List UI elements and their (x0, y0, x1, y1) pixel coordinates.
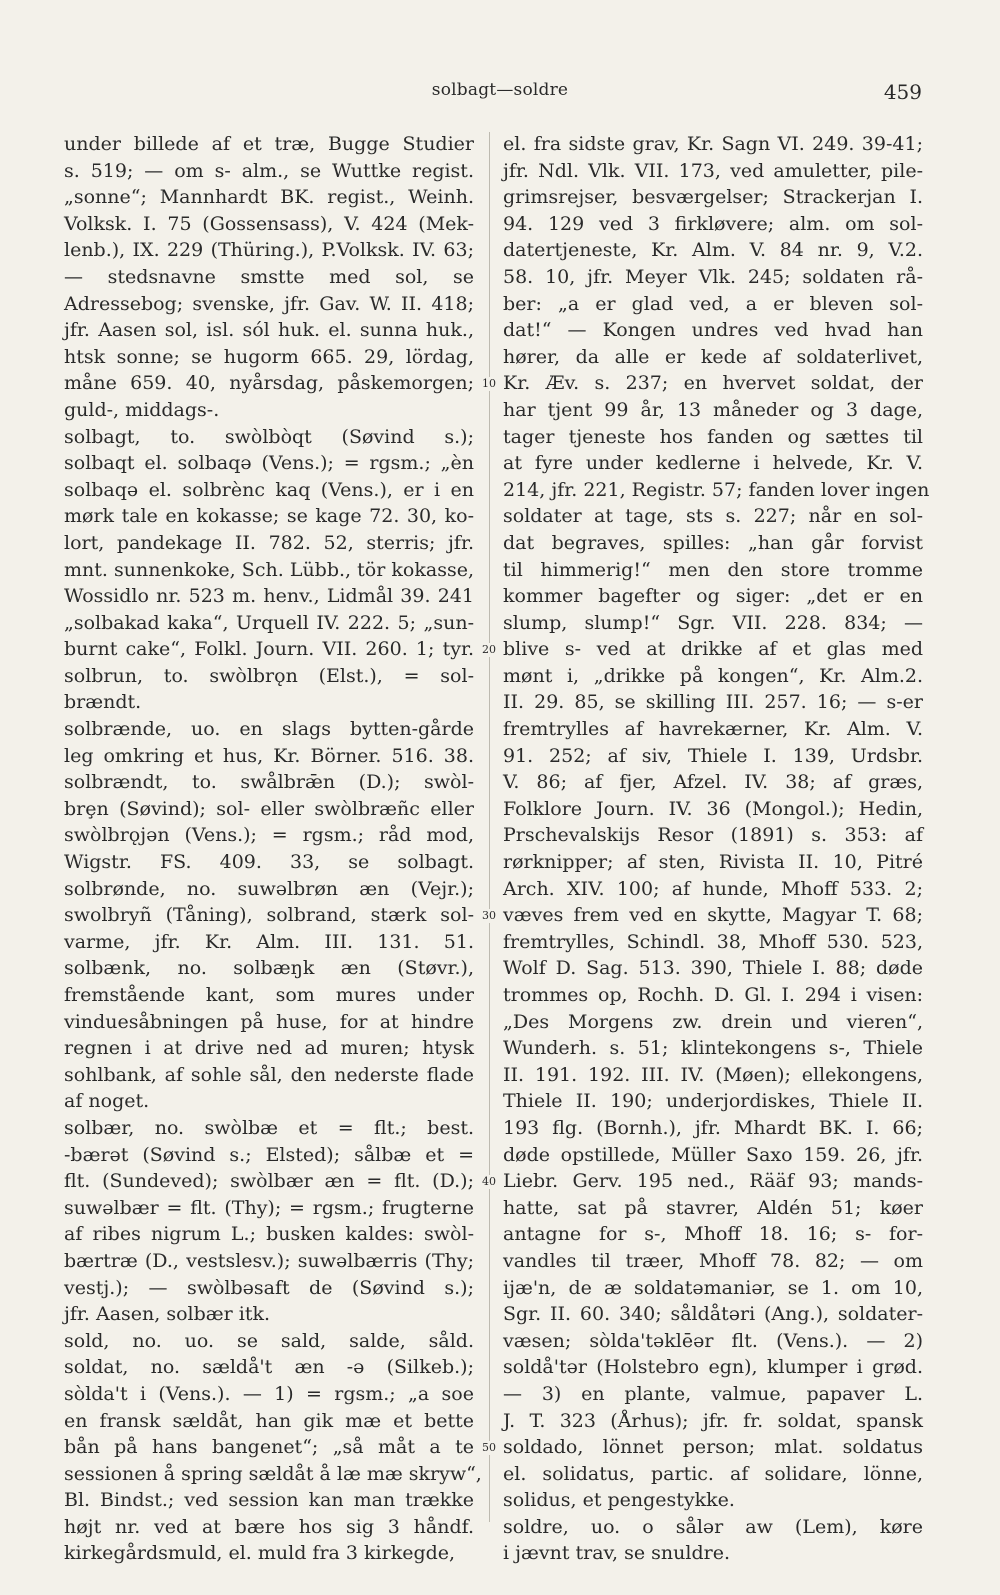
text-line: — 3) en plante, valmue, papaver L. (503, 1382, 923, 1405)
text-line: lort, pandekage II. 782. 52, sterris; jfr. (64, 531, 474, 554)
text-line: el. fra sidste grav, Kr. Sagn VI. 249. 39-41; (503, 133, 923, 155)
text-line: 94. 129 ved 3 firkløvere; alm. om sol- (503, 212, 923, 235)
text-line: bærtræ (D., vestslesv.); suwəlbærris (Thy; (64, 1249, 474, 1272)
text-line: 193 flg. (Bornh.), jfr. Mhardt BK. I. 66; (503, 1116, 923, 1139)
text-line: kommer bagefter og siger: „det er en (503, 585, 923, 608)
text-line: soldat, no. sældå't æn -ə (Silkeb.); (64, 1356, 474, 1379)
text-line: „Des Morgens zw. drein und vieren“, (503, 1010, 923, 1033)
text-line: sohlbank, af sohle sål, den nederste flade (64, 1063, 474, 1086)
text-line: under billede af et træ, Bugge Studier (64, 133, 474, 155)
text-line: antagne for s-, Mhoff 18. 16; s- for- (503, 1223, 923, 1246)
text-line: brȩn (Søvind); sol- eller swòlbræñc eller (64, 797, 474, 820)
text-line: lenb.), IX. 229 (Thüring.), P.Volksk. IV. 63; (64, 239, 474, 262)
text-line: swòlbrǫjən (Vens.); = rgsm.; råd mod, (64, 824, 474, 847)
text-line: II. 191. 192. III. IV. (Møen); ellekongens, (503, 1063, 923, 1086)
text-line: blive s- ved at drikke af et glas med (503, 638, 923, 661)
text-line: Kr. Æv. s. 237; en hvervet soldat, der (503, 372, 923, 395)
text-line: trommes op, Rochh. D. Gl. I. 294 i visen: (503, 984, 923, 1006)
text-line: fremtrylles, Schindl. 38, Mhoff 530. 523, (503, 930, 923, 953)
text-line: jfr. Aasen, solbær itk. (64, 1303, 271, 1326)
text-line: 214, jfr. 221, Registr. 57; fanden lover ingen (503, 478, 930, 501)
text-line: brændt. (64, 691, 142, 714)
text-line: el. solidatus, partic. af solidare, lönne, (503, 1462, 923, 1485)
page-number: 459 (883, 80, 922, 104)
text-line: sessionen å spring sældåt å læ mæ skryw“, (64, 1462, 482, 1485)
running-header: solbagt—soldre (431, 80, 569, 100)
text-line: solbrønde, no. suwəlbrøn æn (Vejr.); (64, 877, 474, 900)
text-line: Prschevalskijs Resor (1891) s. 353: af (503, 824, 923, 847)
text-line: dat begraves, spilles: „han går forvist (503, 531, 923, 554)
line-number: 10 (476, 377, 502, 391)
text-line: Wolf D. Sag. 513. 390, Thiele I. 88; døde (503, 957, 923, 980)
line-number: 20 (476, 643, 502, 657)
text-line: bån på hans bangenet“; „så måt a te (64, 1436, 474, 1459)
text-line: solbrændt, to. swålbrǣn (D.); swòl- (64, 771, 474, 794)
text-line: solbaqə el. solbrènc kaq (Vens.), er i en (64, 478, 474, 501)
text-line: tager tjeneste hos fanden og sættes til (503, 425, 923, 448)
text-line: en fransk sældåt, han gik mæ et bette (64, 1409, 474, 1432)
text-line: jfr. Ndl. Vlk. VII. 173, ved amuletter, pile- (503, 159, 923, 182)
text-line: -bærət (Søvind s.; Elsted); sålbæ et = (64, 1143, 474, 1166)
text-line: solbær, no. swòlbæ et = flt.; best. (64, 1116, 474, 1139)
text-line: af ribes nigrum L.; busken kaldes: swòl- (64, 1223, 474, 1246)
text-line: varme, jfr. Kr. Alm. III. 131. 51. (64, 930, 474, 953)
text-line: htsk sonne; se hugorm 665. 29, lördag, (64, 345, 474, 368)
text-line: væsen; sòlda'təklēər flt. (Vens.). — 2) (503, 1329, 923, 1352)
text-line: solbaqt el. solbaqə (Vens.); = rgsm.; „èn (64, 452, 474, 475)
text-line: mønt i, „drikke på kongen“, Kr. Alm.2. (503, 664, 923, 687)
text-line: „sonne“; Mannhardt BK. regist., Weinh. (64, 186, 474, 209)
text-line: Sgr. II. 60. 340; såldåtəri (Ang.), soldater- (503, 1303, 923, 1326)
text-line: flt. (Sundeved); swòlbær æn = flt. (D.); (64, 1170, 474, 1193)
text-line: kirkegårdsmuld, el. muld fra 3 kirkegde, (64, 1542, 456, 1565)
text-line: hører, da alle er kede af soldaterlivet, (503, 345, 923, 368)
text-line: vinduesåbningen på huse, for at hindre (64, 1010, 474, 1033)
text-line: Wigstr. FS. 409. 33, se solbagt. (64, 851, 474, 874)
text-line: Liebr. Gerv. 195 ned., Rääf 93; mands- (503, 1170, 923, 1193)
text-line: suwəlbær = flt. (Thy); = rgsm.; frugterne (64, 1196, 474, 1219)
text-line: væves frem ved en skytte, Magyar T. 68; (503, 904, 923, 927)
text-line: solbrænde, uo. en slags bytten-gårde (64, 718, 474, 741)
text-line: Bl. Bindst.; ved session kan man trække (64, 1489, 474, 1512)
text-line: Folklore Journ. IV. 36 (Mongol.); Hedin, (503, 797, 923, 820)
text-line: Arch. XIV. 100; af hunde, Mhoff 533. 2; (503, 877, 923, 900)
text-line: ijæ'n, de æ soldatəmaniər, se 1. om 10, (503, 1276, 923, 1299)
text-line: V. 86; af fjer, Afzel. IV. 38; af græs, (503, 771, 923, 794)
text-line: grimsrejser, besværgelser; Strackerjan I. (503, 186, 923, 209)
text-line: Adressebog; svenske, jfr. Gav. W. II. 418; (64, 292, 474, 315)
text-line: solbænk, no. solbæŋk æn (Støvr.), (64, 957, 474, 980)
text-line: solbrun, to. swòlbrǫn (Elst.), = sol- (64, 664, 474, 687)
text-line: 58. 10, jfr. Meyer Vlk. 245; soldaten rå- (503, 265, 923, 288)
text-line: til himmerig!“ men den store tromme (503, 558, 923, 581)
text-line: solidus, et pengestykke. (503, 1489, 735, 1512)
text-line: soldre, uo. o sålər aw (Lem), køre (503, 1515, 923, 1538)
text-line: mnt. sunnenkoke, Sch. Lübb., tör kokasse, (64, 558, 474, 581)
text-line: datertjeneste, Kr. Alm. V. 84 nr. 9, V.2. (503, 239, 923, 262)
text-line: leg omkring et hus, Kr. Börner. 516. 38. (64, 744, 474, 767)
text-line: Wunderh. s. 51; klintekongens s-, Thiele (503, 1037, 923, 1060)
text-line: ber: „a er glad ved, a er bleven sol- (503, 292, 923, 315)
text-line: i jævnt trav, se snuldre. (503, 1542, 730, 1565)
line-number: 50 (476, 1441, 502, 1455)
text-line: burnt cake“, Folkl. Journ. VII. 260. 1; tyr. (64, 638, 474, 661)
text-line: slump, slump!“ Sgr. VII. 228. 834; — (503, 611, 923, 634)
text-line: soldater at tage, sts s. 227; når en sol- (503, 505, 923, 528)
text-line: regnen i at drive ned ad muren; htysk (64, 1037, 474, 1060)
text-line: — stedsnavne smstte med sol, se (64, 265, 474, 288)
line-number: 30 (476, 909, 502, 923)
text-line: har tjent 99 år, 13 måneder og 3 dage, (503, 398, 923, 421)
text-line: Thiele II. 190; underjordiskes, Thiele II. (503, 1090, 923, 1113)
text-line: jfr. Aasen sol, isl. sól huk. el. sunna huk., (64, 319, 474, 342)
text-line: sold, no. uo. se sald, salde, såld. (64, 1329, 474, 1352)
text-line: døde opstillede, Müller Saxo 159. 26, jfr. (503, 1143, 923, 1166)
text-line: vestj.); — swòlbəsaft de (Søvind s.); (64, 1276, 474, 1299)
text-line: guld-, middags-. (64, 398, 220, 421)
text-line: måne 659. 40, nyårsdag, påskemorgen; (64, 372, 474, 395)
column-divider (489, 132, 490, 1522)
text-line: s. 519; — om s- alm., se Wuttke regist. (64, 159, 474, 182)
text-line: dat!“ — Kongen undres ved hvad han (503, 319, 923, 342)
text-line: mørk tale en kokasse; se kage 72. 30, ko- (64, 505, 474, 528)
text-line: „solbakad kaka“, Urquell IV. 222. 5; „sun- (64, 611, 474, 634)
right-column (503, 131, 930, 1567)
text-line: sòlda't i (Vens.). — 1) = rgsm.; „a soe (64, 1382, 474, 1405)
text-line: af noget. (64, 1090, 150, 1113)
text-line: Volksk. I. 75 (Gossensass), V. 424 (Mek- (64, 212, 474, 235)
text-line: II. 29. 85, se skilling III. 257. 16; — s-er (503, 691, 923, 714)
text-line: fremstående kant, som mures under (64, 984, 474, 1006)
text-line: fremtrylles af havrekærner, Kr. Alm. V. (503, 718, 923, 741)
text-line: swolbryñ (Tåning), solbrand, stærk sol- (64, 904, 474, 927)
text-line: soldå'tər (Holstebro egn), klumper i grød. (503, 1356, 923, 1379)
text-line: højt nr. ved at bære hos sig 3 håndf. (64, 1515, 474, 1538)
text-line: solbagt, to. swòlbòqt (Søvind s.); (64, 425, 474, 448)
text-line: Wossidlo nr. 523 m. henv., Lidmål 39. 241 (64, 585, 474, 608)
text-line: 91. 252; af siv, Thiele I. 139, Urdsbr. (503, 744, 923, 767)
left-column (64, 131, 482, 1567)
text-line: soldado, lönnet person; mlat. soldatus (503, 1436, 923, 1459)
text-line: hatte, sat på stavrer, Aldén 51; køer (503, 1196, 923, 1219)
line-number: 40 (476, 1175, 502, 1189)
text-line: vandles til træer, Mhoff 78. 82; — om (503, 1249, 923, 1272)
text-line: at fyre under kedlerne i helvede, Kr. V. (503, 452, 923, 475)
text-line: rørknipper; af sten, Rivista II. 10, Pitré (503, 851, 923, 874)
text-line: J. T. 323 (Århus); jfr. fr. soldat, spansk (503, 1409, 923, 1432)
